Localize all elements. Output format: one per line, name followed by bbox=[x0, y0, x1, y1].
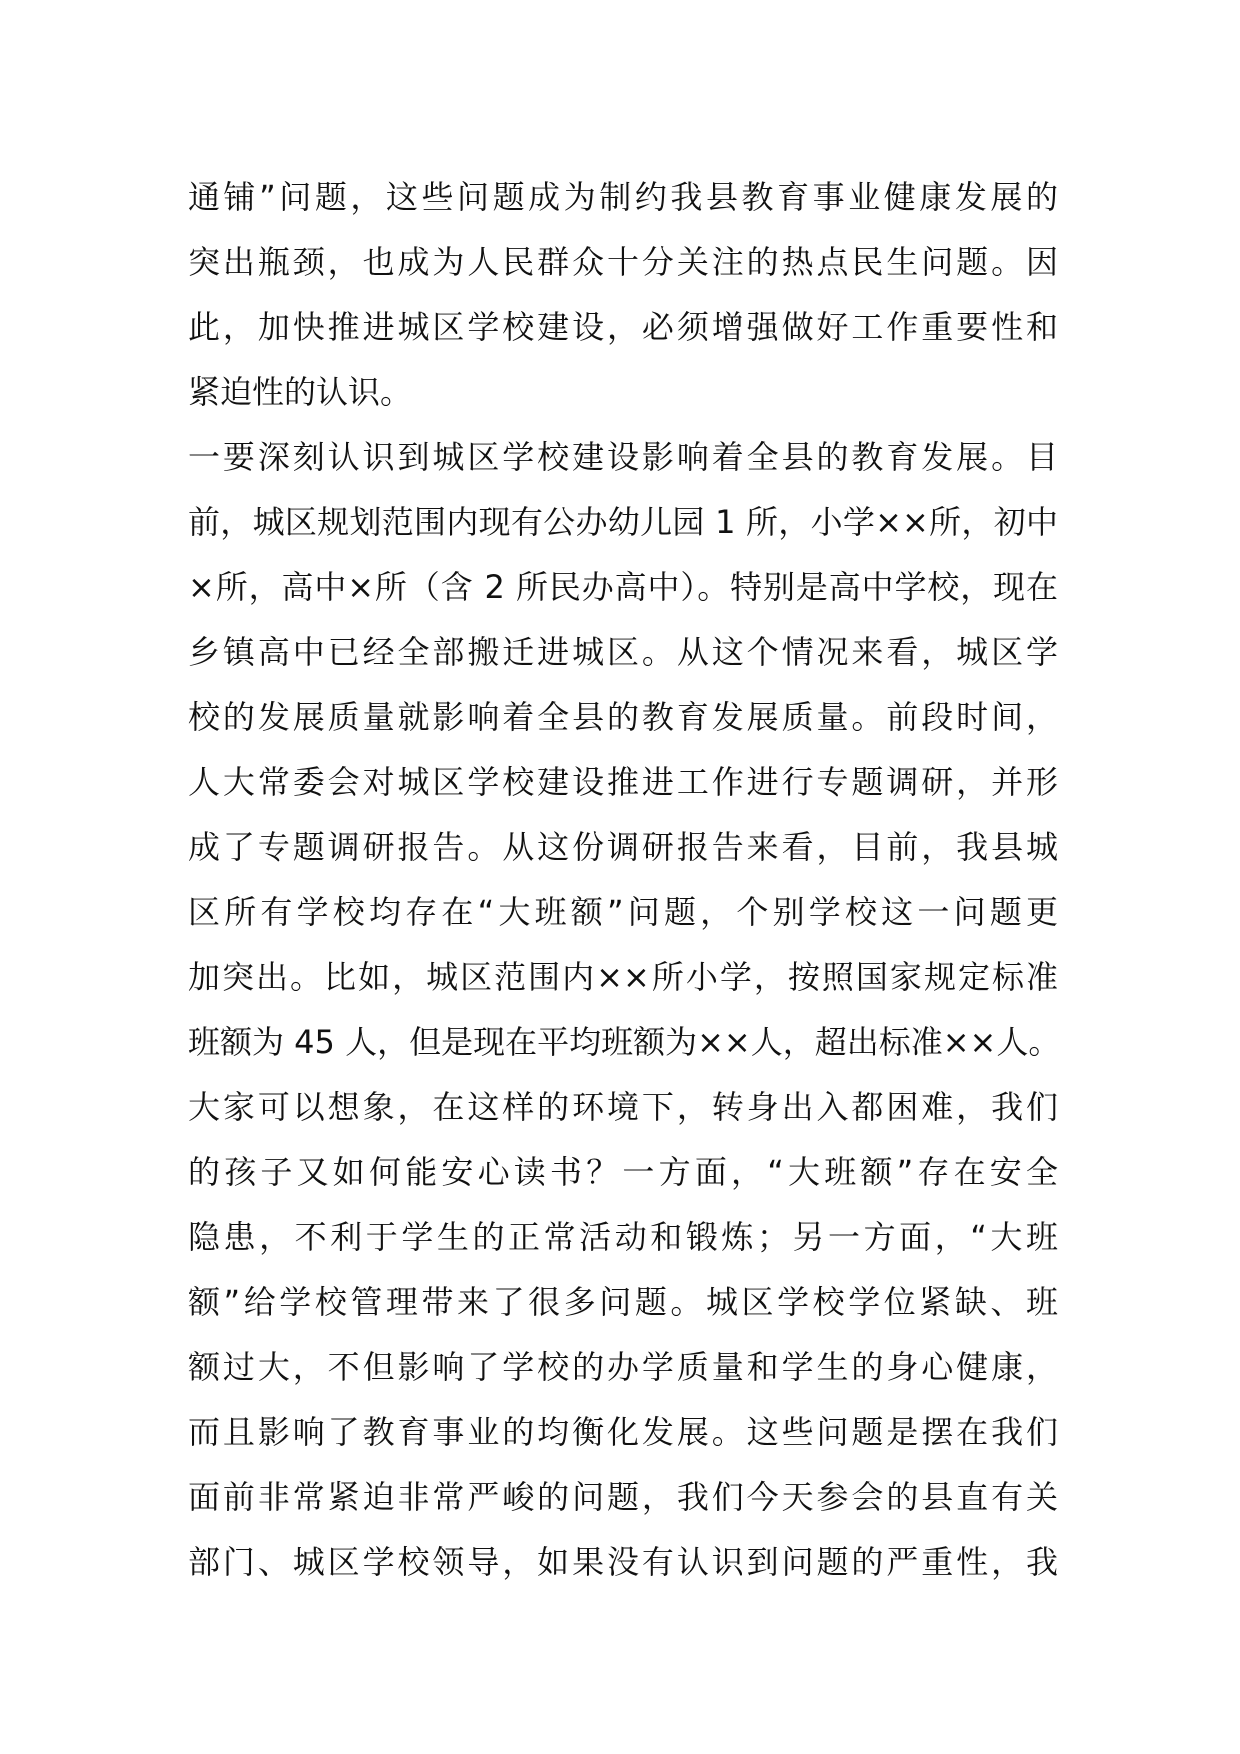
paragraph-2 bbox=[188, 425, 1061, 1595]
text-line: 额”给学校管理带来了很多问题。城区学校学位紧缺、班 bbox=[188, 1283, 1058, 1321]
text-line: 通铺”问题，这些问题成为制约我县教育事业健康发展的 bbox=[188, 178, 1058, 216]
text-line: 乡镇高中已经全部搬迁进城区。从这个情况来看，城区学 bbox=[188, 633, 1058, 671]
text-line: 区所有学校均存在“大班额”问题，个别学校这一问题更 bbox=[188, 893, 1058, 931]
text-line: 班额为 45 人，但是现在平均班额为××人，超出标准××人。 bbox=[188, 1023, 1061, 1061]
text-line: 突出瓶颈，也成为人民群众十分关注的热点民生问题。因 bbox=[188, 243, 1058, 281]
text-line: 大家可以想象，在这样的环境下，转身出入都困难，我们 bbox=[188, 1088, 1058, 1126]
text-line: 的孩子又如何能安心读书？一方面，“大班额”存在安全 bbox=[188, 1153, 1058, 1191]
text-line: 此，加快推进城区学校建设，必须增强做好工作重要性和 bbox=[188, 308, 1058, 346]
text-line: 而且影响了教育事业的均衡化发展。这些问题是摆在我们 bbox=[188, 1413, 1058, 1451]
text-line: 人大常委会对城区学校建设推进工作进行专题调研，并形 bbox=[188, 763, 1058, 801]
text-line: 部门、城区学校领导，如果没有认识到问题的严重性，我 bbox=[188, 1543, 1058, 1581]
text-line: 加突出。比如，城区范围内××所小学，按照国家规定标准 bbox=[188, 958, 1058, 996]
text-line: 一要深刻认识到城区学校建设影响着全县的教育发展。目 bbox=[188, 438, 1058, 476]
text-line: 隐患，不利于学生的正常活动和锻炼；另一方面，“大班 bbox=[188, 1218, 1058, 1256]
paragraph-1 bbox=[188, 165, 1058, 425]
body-text bbox=[188, 165, 1061, 1595]
text-line: 前，城区规划范围内现有公办幼儿园 1 所，小学××所，初中 bbox=[188, 503, 1058, 541]
text-line: 面前非常紧迫非常严峻的问题，我们今天参会的县直有关 bbox=[188, 1478, 1058, 1516]
text-line: 紧迫性的认识。 bbox=[188, 373, 413, 411]
text-line: ×所，高中×所（含 2 所民办高中）。特别是高中学校，现在 bbox=[188, 568, 1058, 606]
text-line: 成了专题调研报告。从这份调研报告来看，目前，我县城 bbox=[188, 828, 1058, 866]
text-line: 额过大，不但影响了学校的办学质量和学生的身心健康， bbox=[188, 1348, 1058, 1386]
text-line: 校的发展质量就影响着全县的教育发展质量。前段时间， bbox=[188, 698, 1058, 736]
